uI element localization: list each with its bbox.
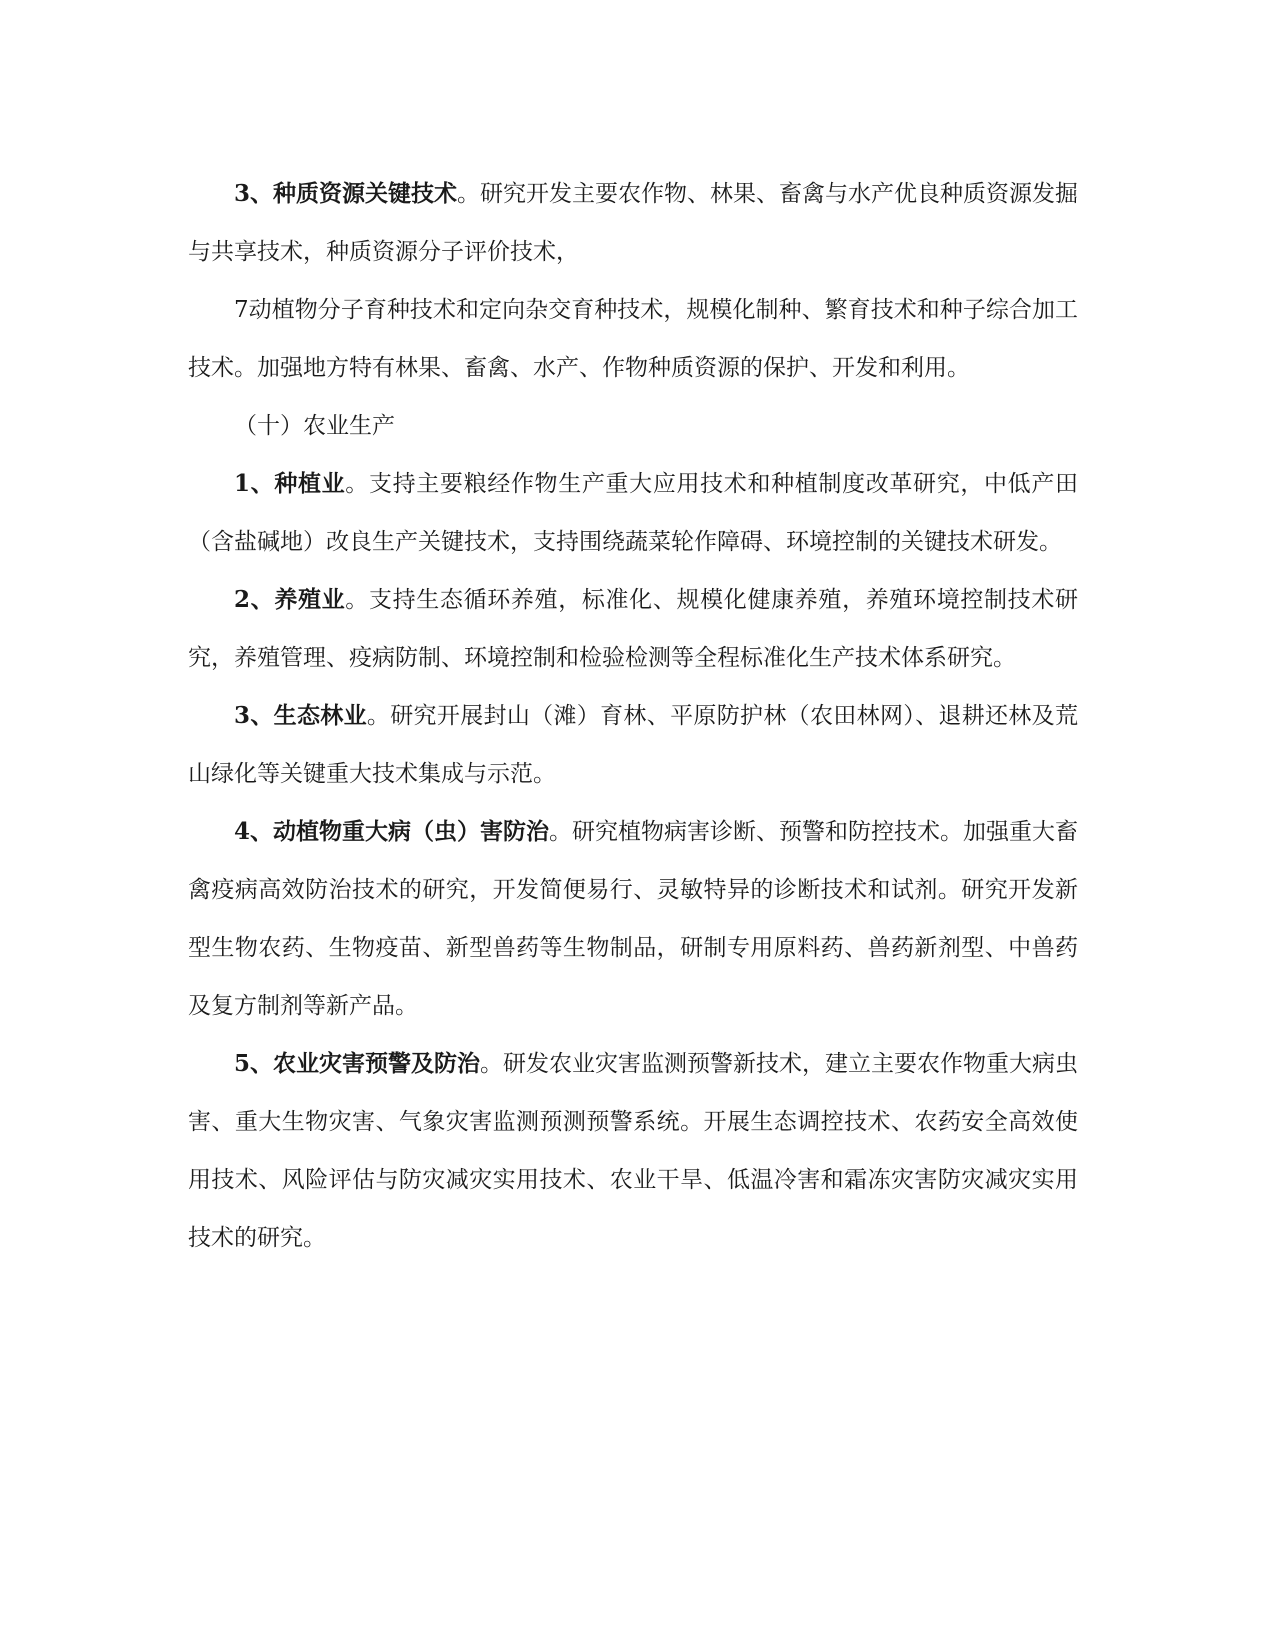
section-heading-text: （十）农业生产 xyxy=(234,413,395,439)
paragraph-text: 7动植物分子育种技术和定向杂交育种技术，规模化制种、繁育技术和种子综合加工技术。加强地方特有林果、畜禽、水产、作物种质资源的保护、开发和利用。 xyxy=(188,297,1078,381)
paragraph-disaster-warning xyxy=(188,1035,1078,1267)
paragraph-ecological-forestry xyxy=(188,687,1078,803)
paragraph-lead: 5、农业灾害预警及防治 xyxy=(234,1050,481,1077)
paragraph-lead: 3、生态林业 xyxy=(234,702,367,729)
paragraph-lead: 1、种植业 xyxy=(234,470,346,497)
paragraph-disease-control xyxy=(188,803,1078,1035)
paragraph-text: 。研究植物病害诊断、预警和防控技术。加强重大畜禽疫病高效防治技术的研究，开发简便易行、灵敏特异的诊断技术和试剂。研究开发新型生物农药、生物疫苗、新型兽药等生物制品，研制专用原料药、兽药新剂型、中兽药及复方制剂等新产品。 xyxy=(188,819,1079,1019)
paragraph-planting xyxy=(188,455,1078,571)
document-body xyxy=(188,165,1078,1267)
paragraph-text: 。研究开展封山（滩）育林、平原防护林（农田林网）、退耕还林及荒山绿化等关键重大技术集成与示范。 xyxy=(188,703,1078,787)
paragraph-lead: 4、动植物重大病（虫）害防治 xyxy=(234,818,550,845)
paragraph-germplasm-resources xyxy=(188,165,1078,281)
paragraph-breeding xyxy=(188,571,1078,687)
paragraph-text: 。支持主要粮经作物生产重大应用技术和种植制度改革研究，中低产田（含盐碱地）改良生产关键技术，支持围绕蔬菜轮作障碍、环境控制的关键技术研发。 xyxy=(188,471,1078,555)
section-heading-agricultural-production xyxy=(188,397,1078,455)
paragraph-text: 。支持生态循环养殖，标准化、规模化健康养殖，养殖环境控制技术研究，养殖管理、疫病防制、环境控制和检验检测等全程标准化生产技术体系研究。 xyxy=(188,587,1078,671)
paragraph-molecular-breeding xyxy=(188,281,1078,397)
paragraph-lead: 3、种质资源关键技术 xyxy=(234,180,458,207)
paragraph-text: 。研究开发主要农作物、林果、畜禽与水产优良种质资源发掘与共享技术，种质资源分子评价技术， xyxy=(188,181,1079,265)
paragraph-text: 。研发农业灾害监测预警新技术，建立主要农作物重大病虫害、重大生物灾害、气象灾害监测预测预警系统。开展生态调控技术、农药安全高效使用技术、风险评估与防灾减灾实用技术、农业干旱、低温冷害和霜冻灾害防灾减灾实用技术的研究。 xyxy=(188,1051,1079,1251)
paragraph-lead: 2、养殖业 xyxy=(234,586,346,613)
